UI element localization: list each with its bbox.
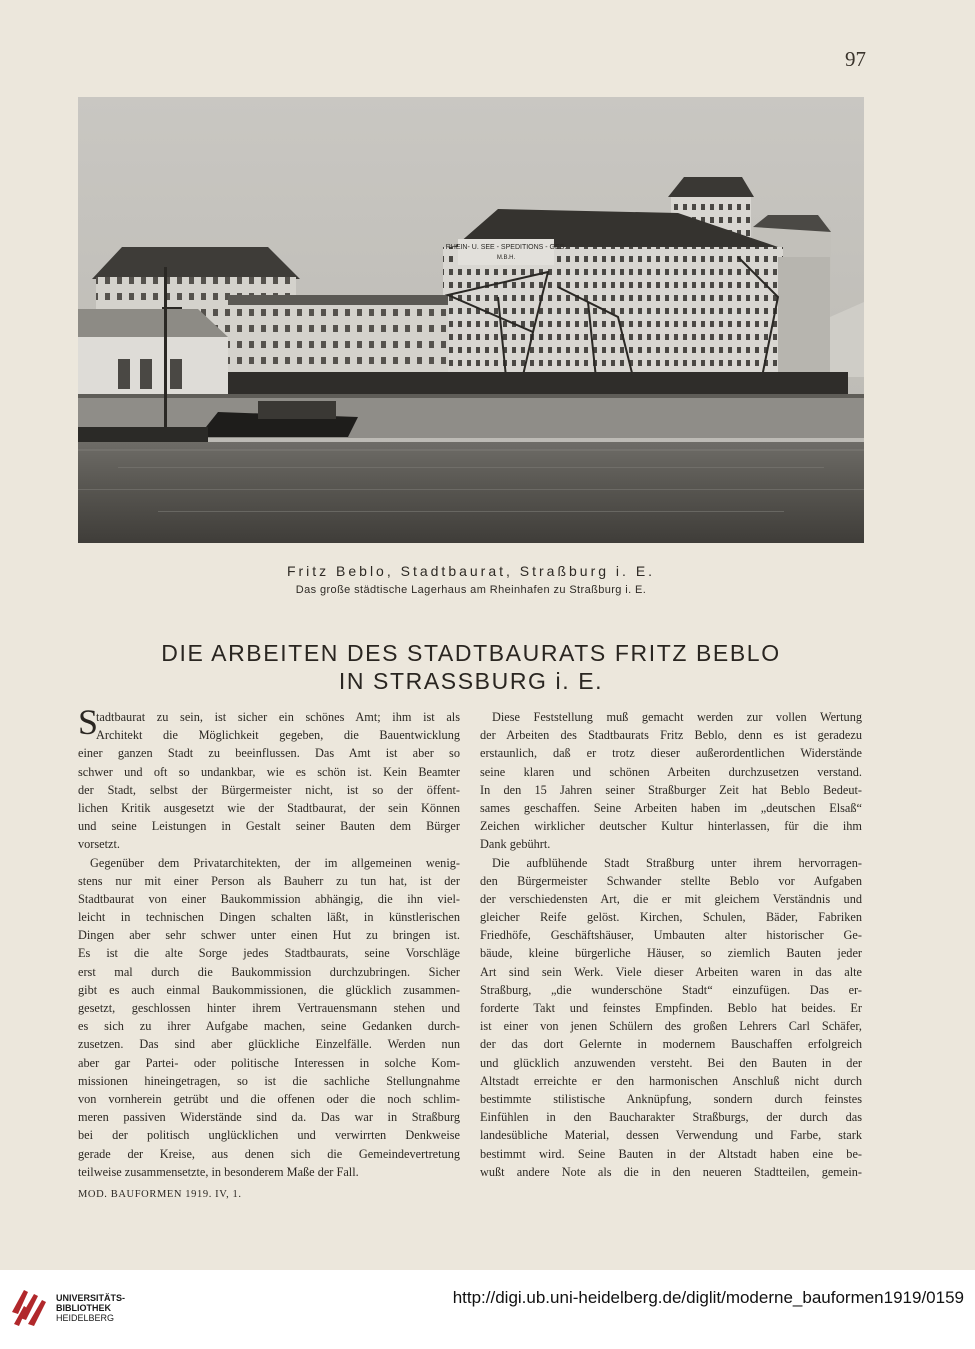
warehouse-photograph <box>78 97 864 543</box>
paragraph-line: Die aufblühende Stadt Straßburg unter ihrem hervorragen- <box>492 855 862 870</box>
paragraph-line: Friedhöfe, Geschäftshäuser, Umbauten alter historischer Ge- <box>480 928 862 943</box>
paragraph-line: bestimmte stilistische Anknüpfung, sondern durch feinstes <box>480 1091 862 1106</box>
paragraph-line: sames geschaffen. Seine Arbeiten haben im „deutschen Elsaß“ <box>480 800 862 815</box>
library-name-line2: BIBLIOTHEK <box>56 1303 111 1313</box>
university-library-logo-icon <box>10 1284 50 1334</box>
paragraph-line: der Arbeiten des Stadtbaurats Fritz Beblo, denn es ist geradezu <box>480 728 862 743</box>
paragraph-line: erst mal durch die Baukommission durchzubringen. Sicher <box>78 964 460 979</box>
paragraph-line: wußt andere Note als die in den neueren Stadtteilen, gemein- <box>480 1164 862 1179</box>
paragraph-line: Gegenüber dem Privatarchitekten, der im allgemeinen wenig- <box>90 855 460 870</box>
paragraph-line: einer ganzen Stadt zu beeinflussen. Das Amt ist aber so <box>78 746 460 761</box>
page-number: 97 <box>845 47 866 71</box>
paragraph-line: aber gar Partei- oder politische Interessen in solche Kom- <box>78 1055 460 1070</box>
paragraph-line: Stadtbaurat von einer Baukommission abhängig, die ihn viel- <box>78 891 460 906</box>
paragraph-line: ist einer von jenen Schülern des großen Lehrers Carl Schäfer, <box>480 1019 862 1034</box>
paragraph-line: bäude, kleine bürgerliche Häuser, so ziemlich Bauten jeder <box>480 946 862 961</box>
paragraph-line: Art sind sein Werk. Viele dieser Arbeiten waren in das alte <box>480 964 862 979</box>
paragraph-line: der verschiedensten Art, die er mit gleichem Verständnis und <box>480 891 862 906</box>
paragraph-line: Dingen aber sehr schwer unter einen Hut zu bringen ist. <box>78 928 460 943</box>
paragraph-line: seine klaren und schönen Arbeiten durchzusetzen verstand. <box>480 764 862 779</box>
photo-caption-description: Das große städtische Lagerhaus am Rheinhafen zu Straßburg i. E. <box>295 584 647 596</box>
paragraph-line: meren passiven Widerstände sind da. Das war in Straßburg <box>78 1110 460 1125</box>
warehouse-sign-line2: M.B.H. <box>496 255 516 261</box>
paragraph-line: Einfühlen in den Baucharakter Straßburgs, der durch das <box>480 1110 862 1125</box>
paragraph-line: stens nur mit einer Person als Bauherr zu tun hat, ist der <box>78 873 460 888</box>
paragraph-line: In den 15 Jahren seiner Straßburger Zeit hat Beblo Bedeut- <box>480 782 862 797</box>
paragraph-line: bestimmt wird. Seine Bauten in der Altstadt haben eine be- <box>480 1146 862 1161</box>
journal-footer-note: MOD. BAUFORMEN 1919. IV, 1. <box>78 1189 242 1200</box>
paragraph-line: und seine Leistungen in Gestalt seiner Bauten dem Bürger <box>78 819 460 834</box>
paragraph-line: von vornherein getrübt und die offenen oder die noch schlim- <box>78 1091 460 1106</box>
paragraph-line: Straßburg, „die wunderschöne Stadt“ einzufügen. Das er- <box>480 982 862 997</box>
paragraph-line: Es ist die alte Sorge jedes Stadtbaurats, seine Vorschläge <box>78 946 460 961</box>
paragraph-line: Architekt die Möglichkeit gegeben, die Bauentwicklung <box>96 728 460 743</box>
library-footer-bar <box>0 1270 975 1349</box>
paragraph-line: Zeichen wirklicher deutscher Kultur hinterlassen, für die ihm <box>480 819 862 834</box>
paragraph-line: schwer und oft so undankbar, wie es schön ist. Kein Beamter <box>78 764 460 779</box>
paragraph-line: lichen Kritik ausgesetzt wie der Stadtbaurat, der sein Können <box>78 800 460 815</box>
warehouse-sign-line1: RHEIN- U. SEE - SPEDITIONS - GES. <box>445 244 567 251</box>
library-name-line1: UNIVERSITÄTS- <box>56 1293 126 1303</box>
paragraph-line: Altstadt erreichte er den harmonischen Anschluß nicht durch <box>480 1073 862 1088</box>
paragraph-line: gerade der Kreise, aus denen sich die Gemeindevertretung <box>78 1146 460 1161</box>
left-text-column <box>78 702 460 1181</box>
paragraph-line: missionen hineingetragen, so ist die sachliche Stellungnahme <box>78 1073 460 1088</box>
paragraph-line: landesübliche Material, dessen Verwendung und Farbe, stark <box>480 1128 862 1143</box>
paragraph-line: gesetzt, geschlossen hinter ihrem Vertrauensmann stehen und <box>78 1001 460 1015</box>
article-headline-line1: DIE ARBEITEN DES STADTBAURATS FRITZ BEBLO <box>161 640 781 666</box>
paragraph-line: Diese Feststellung muß gemacht werden zur vollen Wertung <box>492 710 862 724</box>
paragraph-line: bei der politisch unglücklichen und verwirrten Denkweise <box>78 1128 460 1143</box>
paragraph-line: vorsetzt. <box>78 837 121 852</box>
paragraph-line: erstaunlich, daß er trotz dieser außerordentlichen Widerstände <box>480 746 862 761</box>
paragraph-line: Dank gebührt. <box>480 837 551 852</box>
paragraph-line: der Stadt, selbst der Bürgermeister nicht, ist so der öffent- <box>78 782 460 797</box>
paragraph-line: teilweise zusammensetzte, in besonderem Maße der Fall. <box>78 1164 359 1179</box>
photograph-warehouse-harbor-icon <box>78 97 864 543</box>
photo-caption-title: Fritz Beblo, Stadtbaurat, Straßburg i. E. <box>286 563 656 579</box>
source-url-link[interactable]: http://digi.ub.uni-heidelberg.de/diglit/moderne_bauformen1919/0159 <box>452 1288 964 1307</box>
paragraph-line: es sich zu ihrer Aufgabe machen, seine Gedanken durch- <box>78 1019 460 1034</box>
right-text-column <box>480 708 862 1181</box>
article-headline-line2: IN STRASSBURG i. E. <box>338 668 604 694</box>
paragraph-line: und glücklich anzuwenden versteht. Bei den Bauten in der <box>480 1055 862 1070</box>
paragraph-line: leicht in technischen Dingen schalten läßt, in künstlerischen <box>78 910 460 925</box>
paragraph-line: der das dort Gelernte in modernem Bauschaffen erfolgreich <box>480 1037 862 1052</box>
library-name-line3: HEIDELBERG <box>56 1313 115 1323</box>
paragraph-line: den Bürgermeister Schwander stellte Beblo vor Aufgaben <box>480 873 862 888</box>
paragraph-line: gibt es auch einmal Baukommissionen, die glücklich zusammen- <box>78 982 460 997</box>
library-name <box>56 1293 125 1323</box>
paragraph-line: zusetzen. Das sind aber glückliche Einzelfälle. Werden nun <box>78 1037 460 1052</box>
paragraph-line-text: tadtbaurat zu sein, ist sicher ein schönes Amt; ihm ist als <box>96 710 460 724</box>
dropcap-letter: S <box>78 702 99 742</box>
paragraph-line: gleicher Reife gelöst. Kirchen, Schulen, Bäder, Fabriken <box>480 910 862 925</box>
paragraph-line: forderte Takt und feinstes Empfinden. Beblo hat beides. Er <box>480 1001 862 1015</box>
